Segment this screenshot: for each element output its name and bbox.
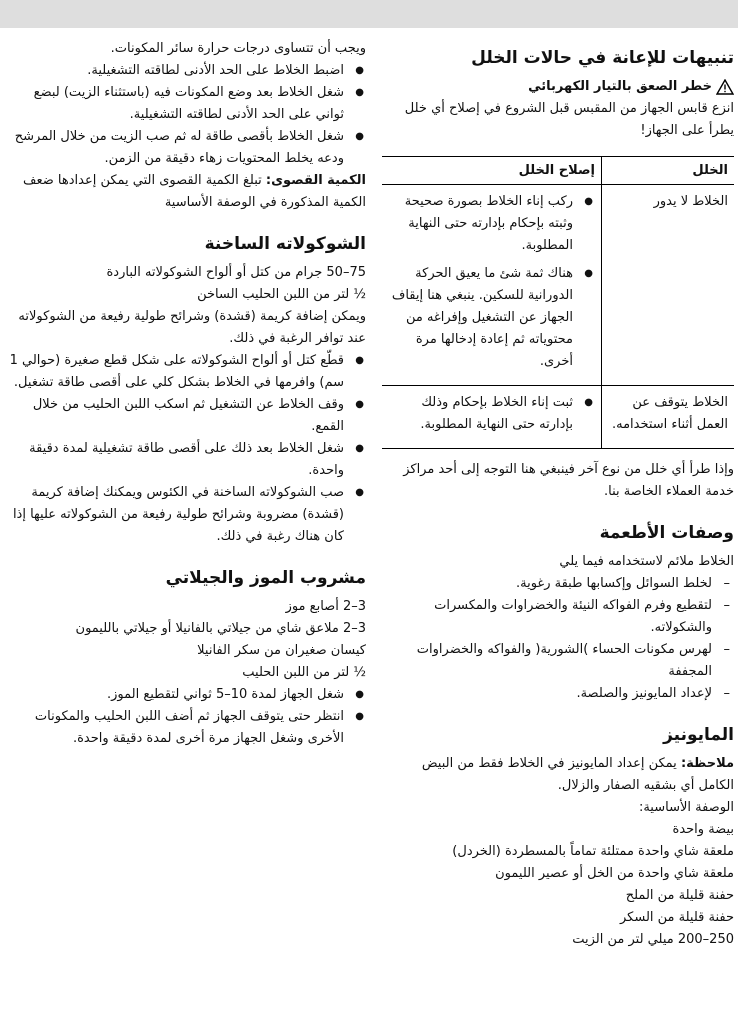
fix-item: ● ركب إناء الخلاط بصورة صحيحة وثبته بإحكام بإدارته حتى النهاية المطلوبة.: [388, 191, 595, 257]
ingredient-line: ويمكن إضافة كريمة (قشدة) وشرائح طولية رفيعة من الشوكولاته عند توافر الرغبة في ذلك.: [18, 309, 366, 346]
ingredient-line: كيسان صغيران من سكر الفانيلا: [197, 643, 366, 658]
list-item: ● شغل الجهاز لمدة 10–5 ثواني لتقطيع الموز.: [4, 684, 366, 706]
list-item: – لهرس مكونات الحساء )الشورية( والفواكه والخضراوات المجففة: [386, 639, 734, 683]
page-header-bar: [0, 0, 738, 28]
ingredient-line: 3–2 أصابع موز: [285, 599, 366, 614]
list-item: ● شغل الخلاط بعد ذلك على أقصى طاقة تشغيلية لمدة دقيقة واحدة.: [4, 438, 366, 482]
max-label: الكمية القصوى:: [265, 173, 366, 188]
recipes-intro: الخلاط ملائم لاستخدامه فيما يلي: [559, 554, 734, 569]
fix-cell: [382, 185, 602, 386]
ingredient-line: 3–2 ملاعق شاي من جيلاتي بالفانيلا أو جيلاتي بالليمون: [75, 621, 366, 636]
mayo-steps: [4, 60, 366, 170]
right-column: [386, 28, 734, 951]
warning-title: خطر الصعق بالتيار الكهربائي: [528, 79, 712, 94]
warning-text: انزع قابس الجهاز من المقبس قبل الشروع في إصلاح أي خلل يطرأ على الجهاز!: [404, 101, 734, 138]
left-column: [4, 28, 366, 750]
chocolate-steps: [4, 350, 366, 548]
list-item: – لتقطيع وفرم الفواكه النيئة والخضراوات والمكسرات والشكولاته.: [386, 595, 734, 639]
max-quantity: [4, 170, 366, 214]
fix-item: ● ثبت إناء الخلاط بإحكام وذلك بإدارته حتى النهاية المطلوبة.: [388, 392, 595, 436]
after-table-text: وإذا طرأ أي خلل من نوع آخر فينبغي هنا التوجه إلى أحد مراكز خدمة العملاء الخاصة بنا.: [403, 462, 734, 499]
fix-cell: [382, 386, 602, 449]
list-item: – لإعداد المايونيز والصلصة.: [386, 683, 734, 705]
chocolate-heading: الشوكولاته الساخنة: [204, 234, 366, 254]
banana-heading: مشروب الموز والجيلاتي: [165, 568, 366, 588]
header-fault: الخلل: [602, 157, 735, 185]
list-item: ● شغل الخلاط بأقصى طاقة له ثم صب الزيت من خلال المرشح ودعه يخلط المحتويات زهاء دقيقة من الزمن.: [4, 126, 366, 170]
list-item: ● شغل الخلاط بعد وضع المكونات فيه (باستثناء الزيت) لبضع ثواني على الحد الأدنى لطاقته التشغيلية.: [4, 82, 366, 126]
ingredient-line: حفنة قليلة من السكر: [620, 910, 734, 925]
list-item: ● انتظر حتى يتوقف الجهاز ثم أضف اللبن الحليب والمكونات الأخرى وشغل الجهاز مرة أخرى لمدة دقيقة واحدة.: [4, 706, 366, 750]
troubleshoot-heading: تنبيهات للإعانة في حالات الخلل: [471, 48, 734, 68]
fix-item: ● هناك ثمة شئ ما يعيق الحركة الدورانية للسكين. ينبغي هنا إيقاف الجهاز عن التشغيل وإفراغه من محتوياته ثم إعادة إدخالها مرة أخرى.: [388, 263, 595, 373]
recipes-list: [386, 573, 734, 705]
table-row: [382, 185, 734, 386]
table-row: [382, 386, 734, 449]
recipes-heading: وصفات الأطعمة: [599, 523, 734, 543]
warning-triangle-icon: [716, 79, 734, 95]
table-header-row: [382, 157, 734, 185]
mayo-note-text: يمكن إعداد المايونيز في الخلاط فقط من البيض الكامل أي بشقيه الصفار والزلال.: [421, 756, 734, 793]
max-text: تبلغ الكمية القصوى التي يمكن إعدادها ضعف الكمية المذكورة في الوصفة الأساسية: [23, 173, 366, 210]
ingredient-line: ملعقة شاي واحدة ممتلئة تماماً بالمسطردة (الخردل): [452, 844, 734, 859]
warning-line: [386, 76, 734, 98]
ingredient-line: ½ لتر من اللبن الحليب الساخن: [197, 287, 366, 302]
ingredient-line: ½ لتر من اللبن الحليب: [242, 665, 366, 680]
fault-cell: الخلاط لا يدور: [602, 185, 735, 386]
ingredient-line: ملعقة شاي واحدة من الخل أو عصير الليمون: [495, 866, 734, 881]
mayo-note: [386, 753, 734, 797]
ingredient-line: 250–200 ميلي لتر من الزيت: [572, 932, 734, 947]
list-item: ● قطّع كتل أو ألواح الشوكولاته على شكل قطع صغيرة (حوالي 1 سم) وافرمها في الخلاط بشكل كلي على أقصى طاقة تشغيل.: [4, 350, 366, 394]
banana-steps: [4, 684, 366, 750]
intro-line: ويجب أن تتساوى درجات حرارة سائر المكونات.: [110, 41, 366, 56]
ingredient-line: 75–50 جرام من كتل أو ألواح الشوكولاته الباردة: [106, 265, 366, 280]
list-item: – لخلط السوائل وإكسابها طبقة رغوية.: [386, 573, 734, 595]
header-fix: إصلاح الخلل: [382, 157, 602, 185]
troubleshoot-table: [382, 156, 734, 449]
ingredient-line: بيضة واحدة: [672, 822, 734, 837]
list-item: ● وقف الخلاط عن التشغيل ثم اسكب اللبن الحليب من خلال القمع.: [4, 394, 366, 438]
ingredient-line: حفنة قليلة من الملح: [625, 888, 734, 903]
fault-cell: الخلاط يتوقف عن العمل أثناء استخدامه.: [602, 386, 735, 449]
mayo-note-label: ملاحظة:: [680, 756, 734, 771]
mayo-heading: المايونيز: [663, 725, 734, 745]
list-item: ● صب الشوكولاته الساخنة في الكئوس ويمكنك إضافة كريمة (قشدة) مضروبة وشرائح طولية رفيعة من الشوكولاته عليها إذا كان هناك رغبة في ذلك.: [4, 482, 366, 548]
mayo-basic-label: الوصفة الأساسية:: [638, 800, 734, 815]
list-item: ● اضبط الخلاط على الحد الأدنى لطاقته التشغيلية.: [4, 60, 366, 82]
